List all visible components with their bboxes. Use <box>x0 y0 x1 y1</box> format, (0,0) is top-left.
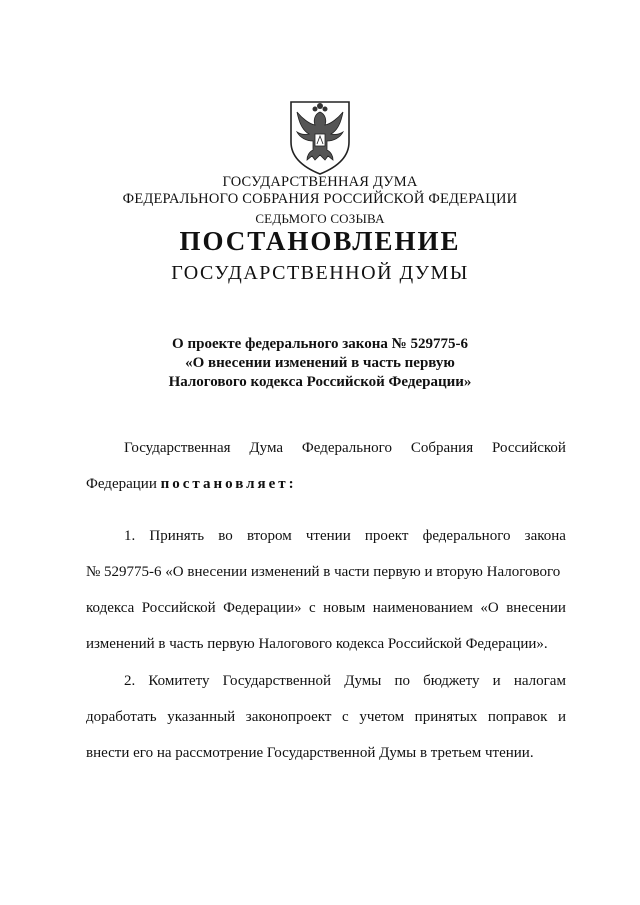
preamble-prefix: Федерации <box>86 476 161 492</box>
word: Собрания <box>410 440 474 456</box>
subject-line-3: Налогового кодекса Российской Федерации» <box>168 374 472 390</box>
word: Дума <box>249 440 284 456</box>
header-line-convocation: СЕДЬМОГО СОЗЫВА <box>255 211 385 226</box>
word: и <box>557 709 566 725</box>
word: учетом <box>359 709 405 725</box>
item-1-line-1 <box>86 518 566 554</box>
word: наименованием <box>372 600 473 616</box>
word: указанный <box>167 709 236 725</box>
document-subtitle: ГОСУДАРСТВЕННОЙ ДУМЫ <box>171 262 469 284</box>
word: и <box>492 673 501 689</box>
word: Федерации» <box>223 600 302 616</box>
word: кодекса <box>86 600 135 616</box>
subject-line-2: «О внесении изменений в часть первую <box>185 355 455 371</box>
word: налогам <box>513 673 566 689</box>
item-2-paragraph <box>86 663 566 771</box>
word: Принять <box>149 528 205 544</box>
word: по <box>394 673 410 689</box>
word: принятых <box>414 709 478 725</box>
word: Комитету <box>148 673 210 689</box>
item-1-paragraph <box>86 518 566 662</box>
preamble-line-2 <box>86 466 566 502</box>
word: Российской <box>141 600 216 616</box>
word: с <box>342 709 349 725</box>
word: проект <box>364 528 409 544</box>
word: 1. <box>124 528 136 544</box>
item-1-line-4: изменений в часть первую Налогового кодекса Российской Федерации». <box>86 636 548 652</box>
word: Думы <box>344 673 382 689</box>
word: бюджету <box>423 673 480 689</box>
word: во <box>218 528 233 544</box>
word: доработать <box>86 709 157 725</box>
word: внесении <box>506 600 566 616</box>
preamble-paragraph <box>86 430 566 502</box>
item-2-line-2 <box>86 699 566 735</box>
word: «О <box>480 600 499 616</box>
word: Федерального <box>301 440 392 456</box>
word: втором <box>246 528 292 544</box>
document-title: ПОСТАНОВЛЕНИЕ <box>179 226 461 256</box>
word: чтении <box>305 528 351 544</box>
item-2-line-1 <box>86 663 566 699</box>
word: новым <box>323 600 366 616</box>
preamble-line-1 <box>86 430 566 466</box>
subject-line-1: О проекте федерального закона № 529775-6 <box>172 336 468 352</box>
word: закона <box>524 528 566 544</box>
header-line-federal-assembly: ФЕДЕРАЛЬНОГО СОБРАНИЯ РОССИЙСКОЙ ФЕДЕРАЦИИ <box>122 191 518 207</box>
coat-of-arms-emblem <box>285 98 355 176</box>
item-1-line-3 <box>86 590 566 626</box>
word: законопроект <box>245 709 332 725</box>
header-line-state-duma: ГОСУДАРСТВЕННАЯ ДУМА <box>222 174 418 190</box>
word: Государственной <box>222 673 332 689</box>
resolves-word: постановляет: <box>160 476 297 492</box>
word: 2. <box>124 673 136 689</box>
item-2-line-3: внести его на рассмотрение Государственной Думы в третьем чтении. <box>86 745 534 761</box>
word: поправок <box>487 709 548 725</box>
word: Российской <box>492 440 566 456</box>
word: Государственная <box>124 440 231 456</box>
word: с <box>308 600 316 616</box>
word: федерального <box>422 528 511 544</box>
item-1-line-2: № 529775-6 «О внесении изменений в части первую и вторую Налогового <box>86 564 561 580</box>
